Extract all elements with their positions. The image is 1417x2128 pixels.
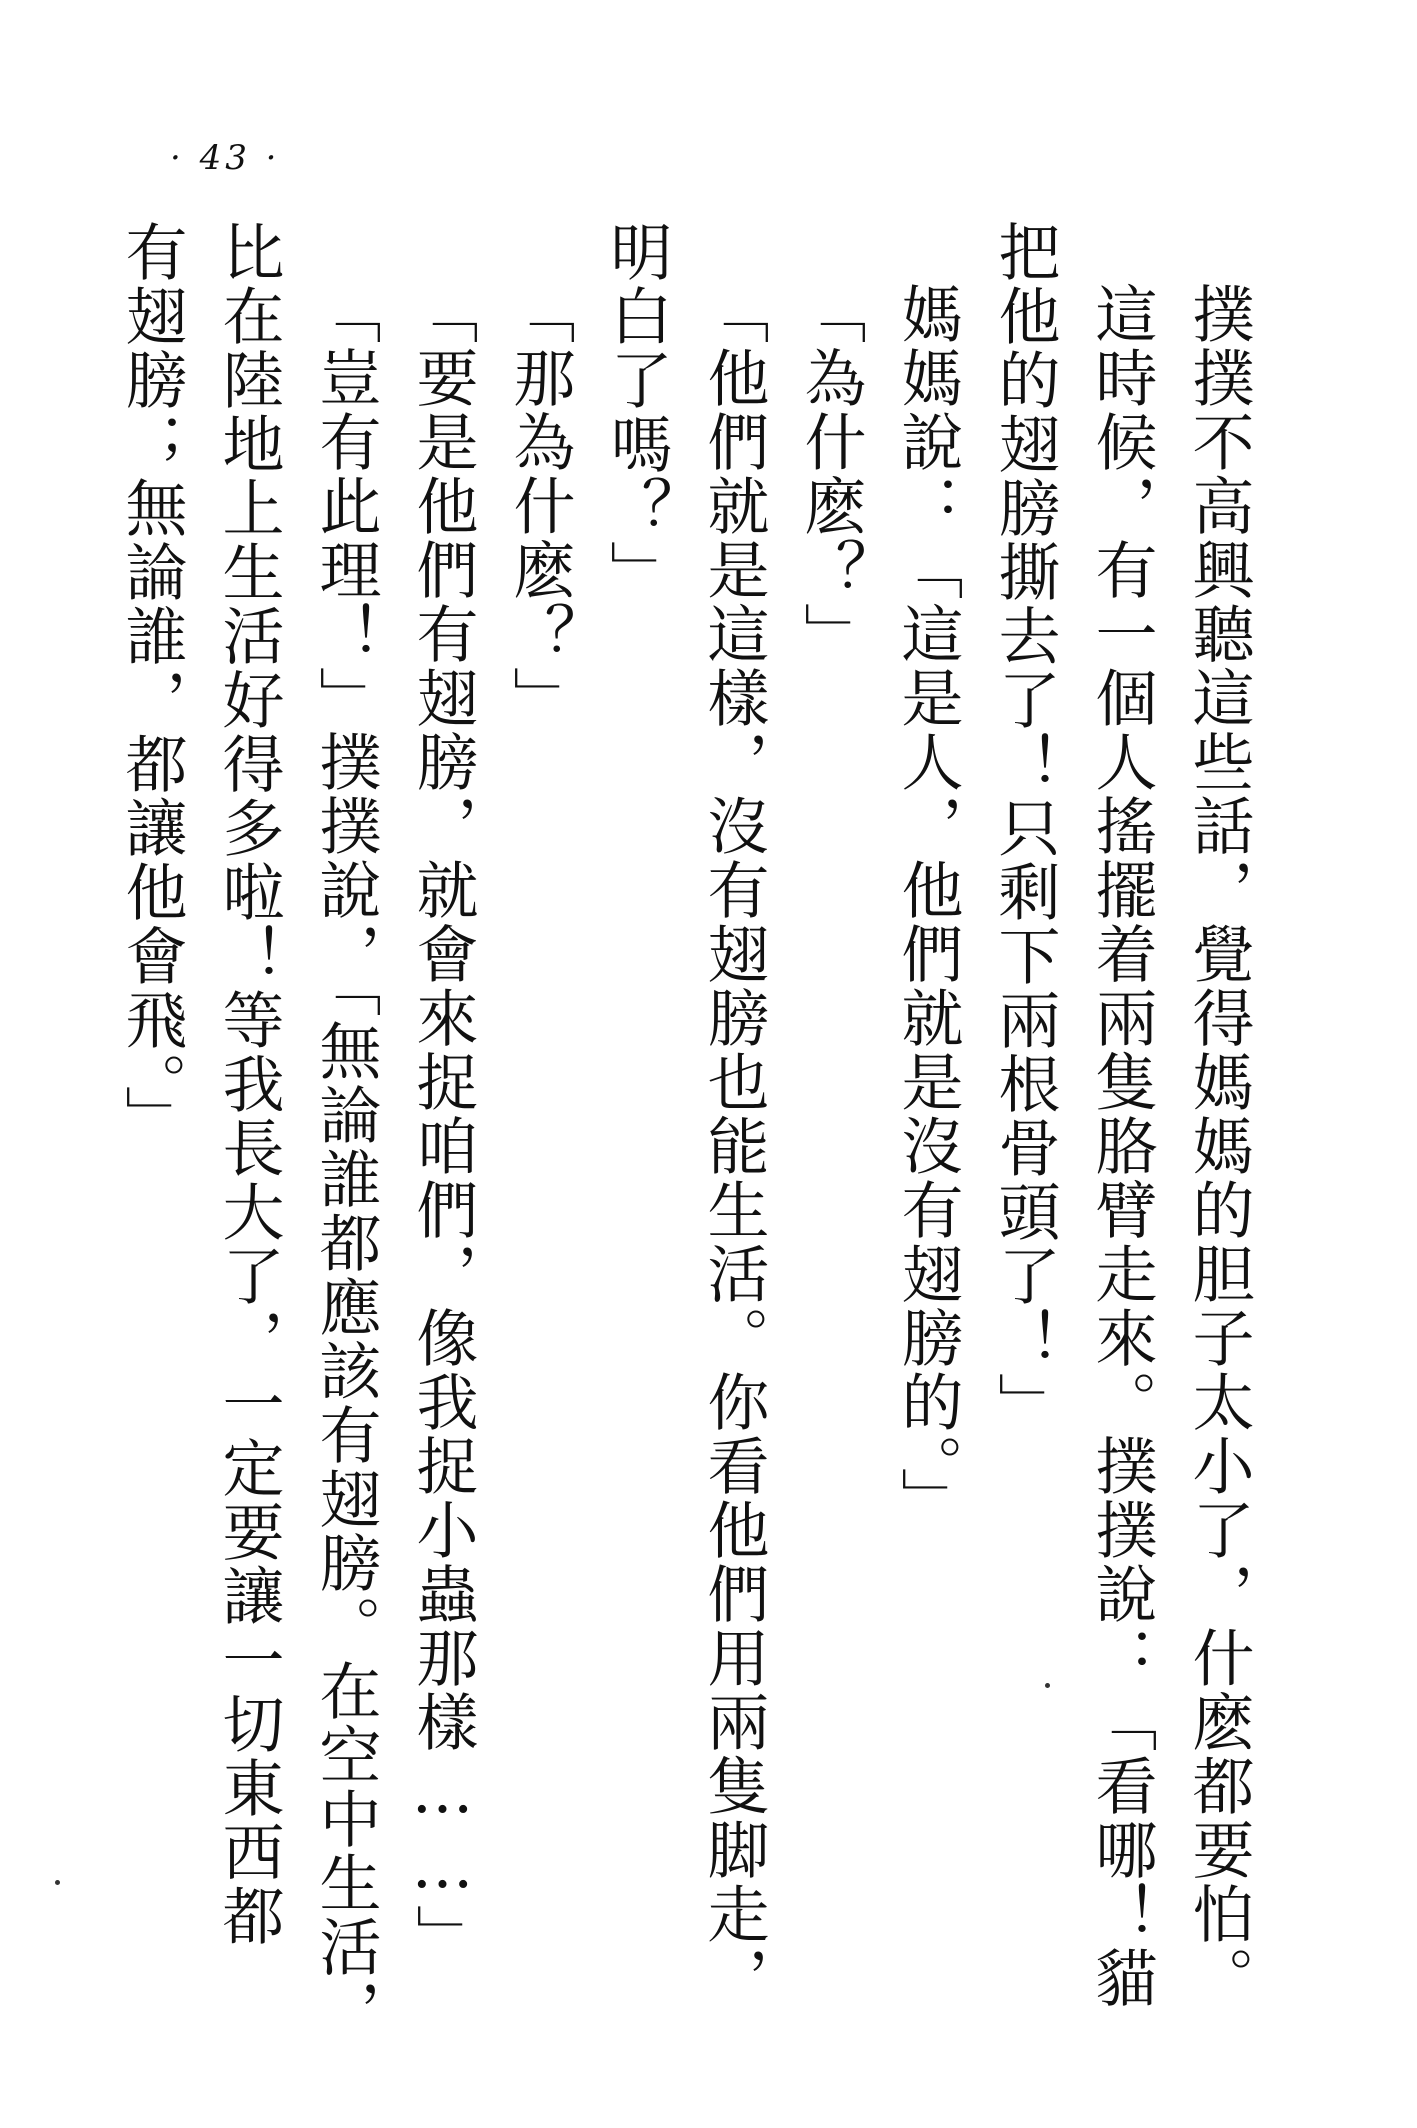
text-line-9: 「要是他們有翅膀，就會來捉咱們，像我捉小蟲那樣……」 [406,282,479,1968]
text-line-5: 「為什麽？」 [794,282,867,666]
text-line-1: 撲撲不高興聽這些話，覺得媽媽的胆子太小了，什麽都要怕。 [1182,282,1255,2010]
text-line-10: 「豈有此理！」撲撲說，「無論誰都應該有翅膀。在空中生活， [309,282,382,2043]
text-line-4: 媽媽說：「這是人，他們就是沒有翅膀的。」 [891,282,964,1531]
text-line-7: 明白了嗎？」 [600,220,673,604]
text-line-12: 有翅膀；無論誰，都讓他會飛。」 [115,220,188,1149]
page-number: · 43 · [170,138,281,178]
text-line-11: 比在陸地上生活好得多啦！等我長大了，一定要讓一切東西都 [212,220,285,1948]
scan-speck [55,1880,60,1885]
text-line-3: 把他的翅膀撕去了！只剩下兩根骨頭了！」 [988,220,1061,1436]
text-line-8: 「那為什麽？」 [503,282,576,730]
vertical-text-block [103,220,1267,2090]
text-line-6: 「他們就是這樣，沒有翅膀也能生活。你看他們用兩隻脚走， [697,282,770,2010]
scan-speck [1045,1683,1050,1688]
text-line-2: 這時候，有一個人搖擺着兩隻胳臂走來。撲撲說：「看哪！貓 [1085,282,1158,2010]
